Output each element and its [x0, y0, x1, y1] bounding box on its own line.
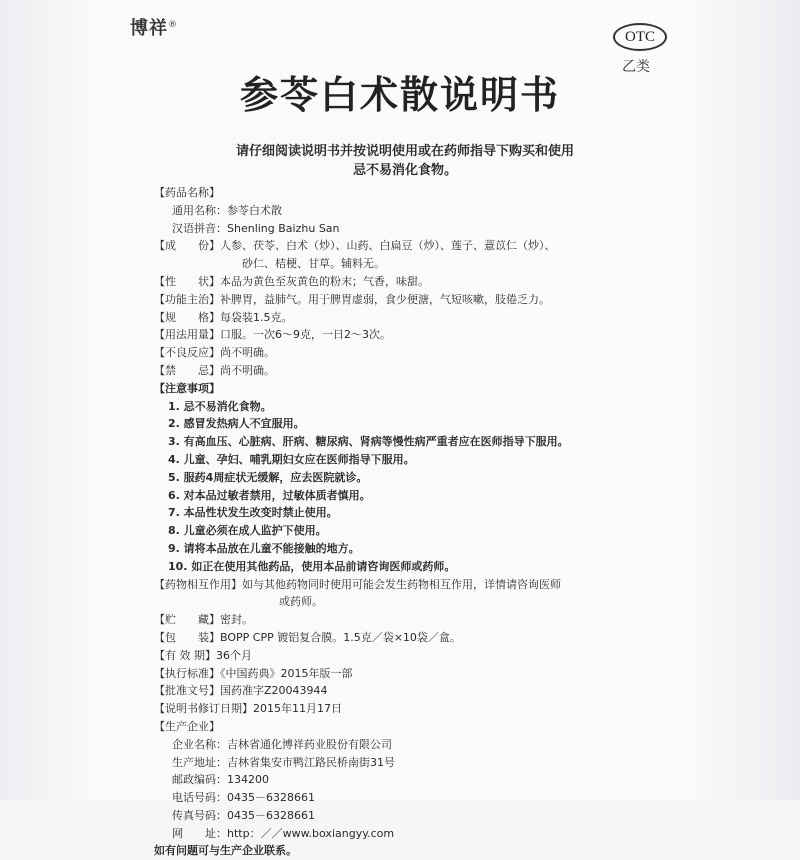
section-shelf-life: 【有 效 期】36个月	[154, 648, 252, 662]
warning-line-1: 请仔细阅读说明书并按说明使用或在药师指导下购买和使用	[235, 144, 574, 159]
precaution-item: 5. 服药4周症状无缓解，应去医院就诊。	[168, 470, 368, 484]
section-standard: 【执行标准】《中国药典》2015年版一部	[154, 666, 353, 680]
precaution-item: 8. 儿童必须在成人监护下使用。	[168, 524, 327, 538]
brand-logo	[130, 14, 178, 40]
registered-mark: ®	[168, 20, 178, 30]
company-name: 企业名称：吉林省通化博祥药业股份有限公司	[172, 737, 392, 751]
company-address: 生产地址：吉林省集安市鸭江路民桥南街31号	[172, 755, 395, 769]
precaution-item: 1. 忌不易消化食物。	[168, 399, 272, 413]
precaution-item: 4. 儿童、孕妇、哺乳期妇女应在医师指导下服用。	[168, 452, 415, 466]
section-revision-date: 【说明书修订日期】2015年11月17日	[154, 702, 342, 716]
section-manufacturer: 【生产企业】	[154, 719, 220, 733]
precaution-item: 7. 本品性状发生改变时禁止使用。	[168, 506, 338, 520]
generic-name: 通用名称：参苓白术散	[172, 203, 282, 217]
pinyin-name: 汉语拼音：Shenling Baizhu San	[172, 221, 340, 235]
precaution-item: 10. 如正在使用其他药品，使用本品前请咨询医师或药师。	[168, 559, 456, 573]
otc-class-label: 乙类	[622, 59, 650, 75]
precaution-item: 9. 请将本品放在儿童不能接触的地方。	[168, 541, 360, 555]
section-contraindications: 【禁 忌】尚不明确。	[154, 363, 275, 377]
section-drug-name: 【药品名称】	[154, 186, 220, 199]
section-ingredients: 【成 份】人参、茯苓、白术（炒）、山药、白扁豆（炒）、莲子、薏苡仁（炒）、	[154, 239, 556, 253]
section-appearance: 【性 状】本品为黄色至灰黄色的粉末；气香，味甜。	[154, 274, 429, 288]
section-storage: 【贮 藏】密封。	[154, 613, 253, 627]
section-indications: 【功能主治】补脾胃，益肺气。用于脾胃虚弱，食少便溏，气短咳嗽，肢倦乏力。	[154, 292, 550, 306]
section-dosage: 【用法用量】口服。一次6～9克，一日2～3次。	[154, 328, 391, 342]
section-interactions: 【药物相互作用】如与其他药物同时使用可能会发生药物相互作用，详情请咨询医师	[154, 577, 561, 591]
website: 网 址：http：／／www.boxiangyy.com	[172, 826, 395, 840]
postal-code: 邮政编码：134200	[172, 773, 269, 787]
section-precautions: 【注意事项】	[154, 381, 220, 395]
section-approval: 【批准文号】国药准字Z20043944	[154, 684, 328, 698]
fax-number: 传真号码：0435－6328661	[172, 808, 315, 822]
precaution-item: 6. 对本品过敏者禁用，过敏体质者慎用。	[168, 488, 371, 502]
precaution-item: 3. 有高血压、心脏病、肝病、糖尿病、肾病等慢性病严重者应在医师指导下服用。	[168, 435, 569, 449]
section-spec: 【规 格】每袋装1.5克。	[154, 310, 293, 324]
leaflet-body	[154, 184, 674, 860]
document-title: 参苓白术散说明书	[239, 73, 560, 117]
section-adverse: 【不良反应】尚不明确。	[154, 346, 275, 360]
interactions-cont: 或药师。	[279, 595, 323, 609]
contact-note: 如有问题可与生产企业联系。	[154, 844, 297, 858]
otc-badge: OTC	[613, 23, 667, 51]
precaution-item: 2. 感冒发热病人不宜服用。	[168, 417, 305, 431]
section-package: 【包 装】BOPP CPP 镀铝复合膜。1.5克／袋×10袋／盒。	[154, 630, 461, 644]
phone-number: 电话号码：0435－6328661	[172, 791, 315, 805]
brand-name: 博祥	[130, 18, 168, 39]
ingredients-cont: 砂仁、桔梗、甘草。辅料无。	[242, 257, 385, 271]
warning-line-2: 忌不易消化食物。	[352, 163, 457, 178]
